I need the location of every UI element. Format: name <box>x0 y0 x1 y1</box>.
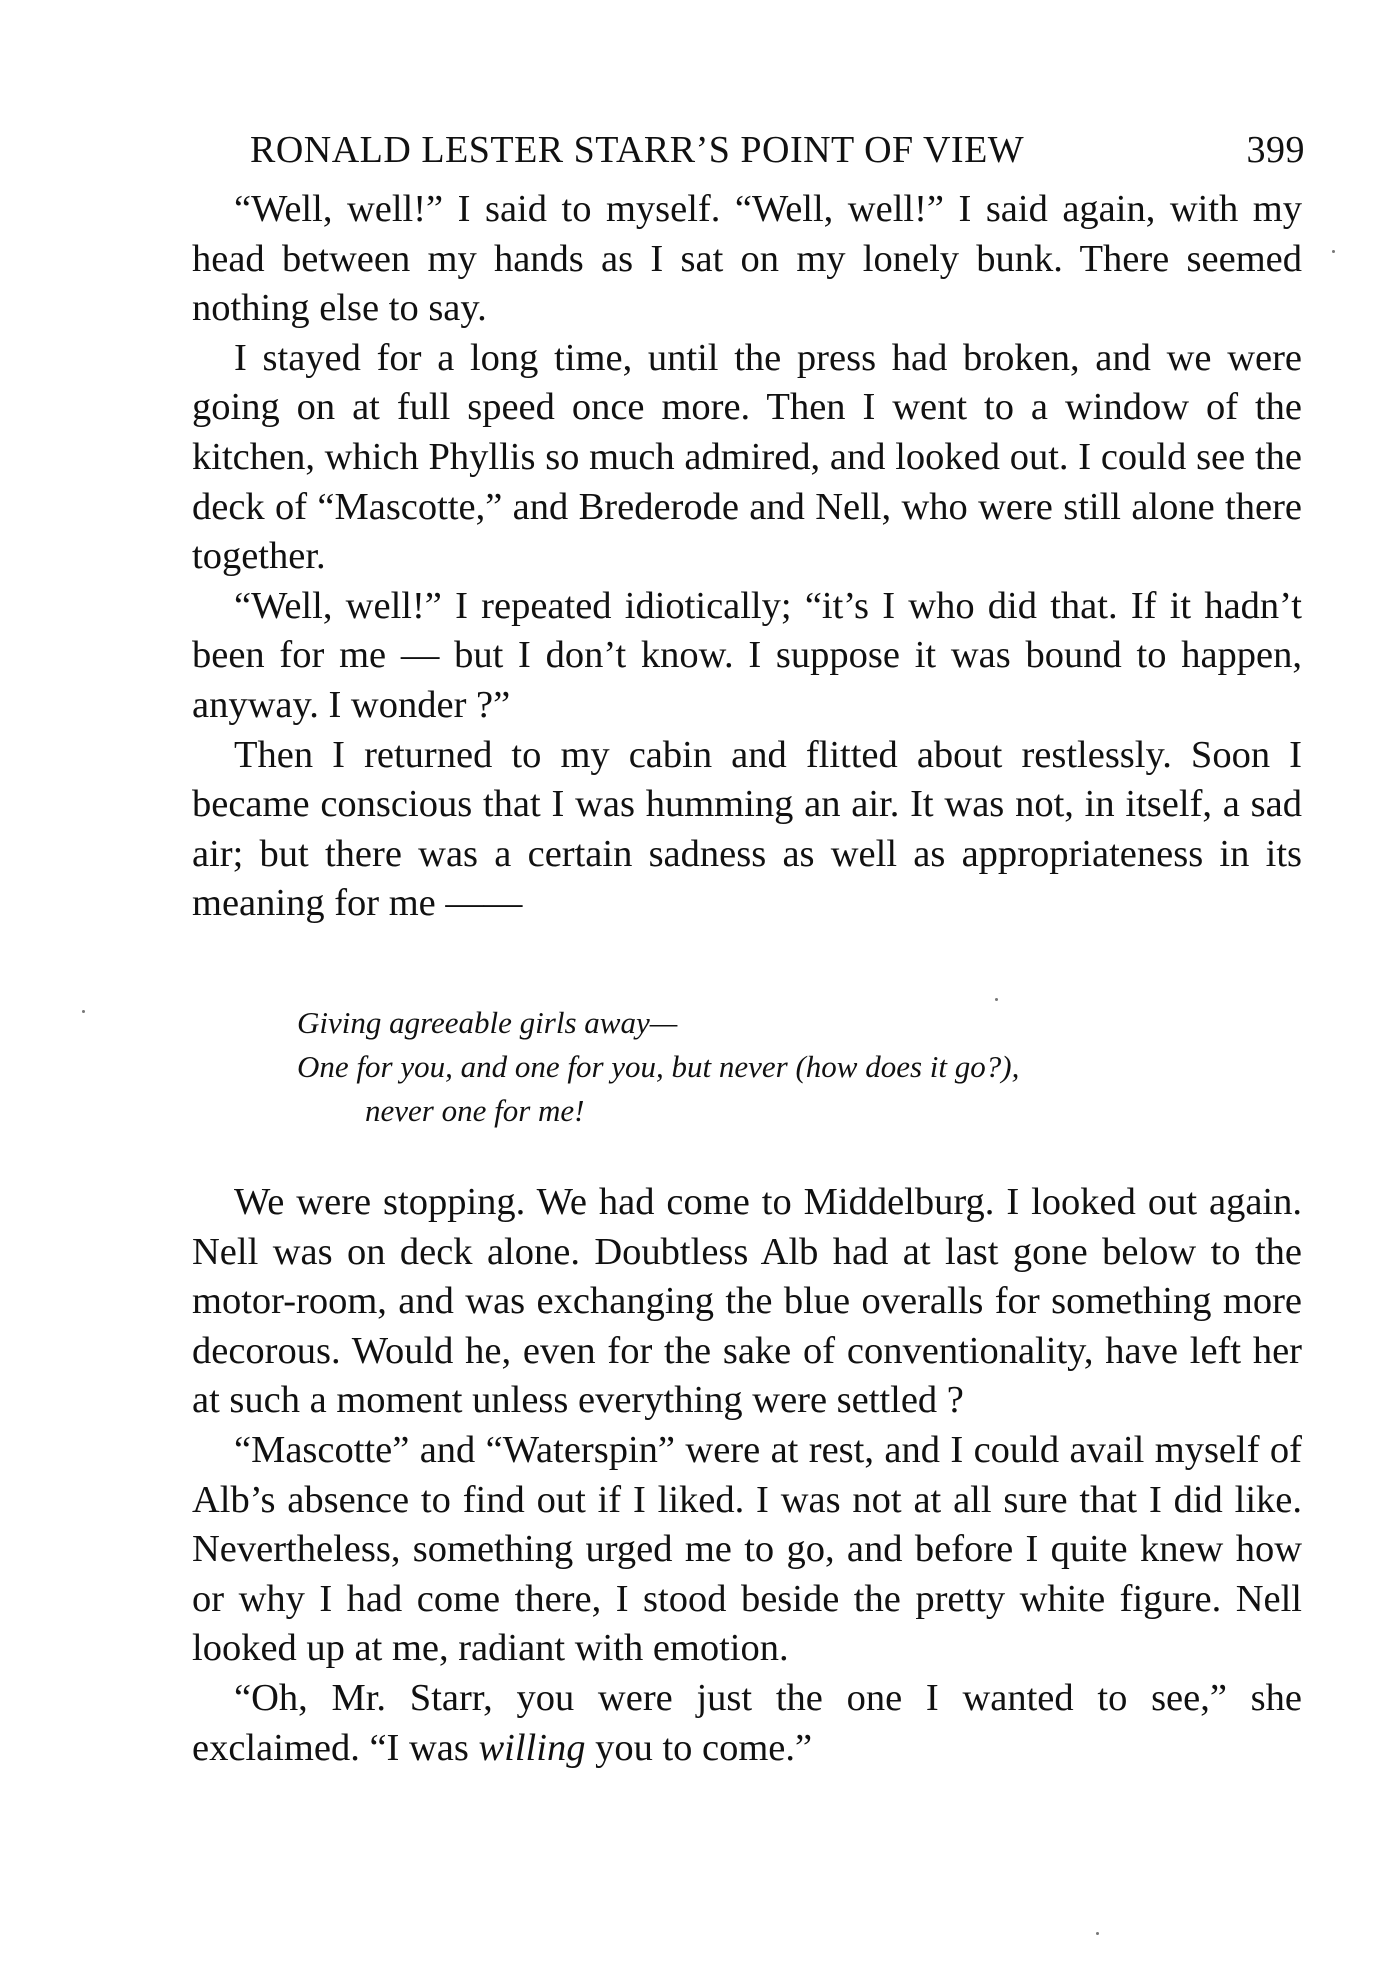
emphasized-word: willing <box>478 1726 586 1769</box>
page-number: 399 <box>1246 129 1305 171</box>
text-block-after-verse <box>192 1178 1302 1773</box>
page-header <box>250 128 1305 178</box>
paper-speck <box>995 998 998 1001</box>
paragraph: We were stopping. We had come to Middelburg. I looked out again. Nell was on deck alone. Doubtless Alb had at last gone below to the motor-room, and was exchanging the blue overalls for something more decorous. Would he, even for the sake of conventionality, have left her at such a moment unless everything were settled ? <box>192 1181 1302 1422</box>
verse-line: never one for me! <box>365 1093 585 1128</box>
paragraph: “Well, well!” I said to myself. “Well, well!” I said again, with my head between my hands as I sat on my lonely bunk. There seemed nothing else to say. <box>192 188 1302 330</box>
verse-line: One for you, and one for you, but never (how does it go?), <box>297 1049 1020 1084</box>
paragraph: Then I returned to my cabin and flitted about restlessly. Soon I became conscious that I was humming an air. It was not, in itself, a sad air; but there was a certain sadness as well as appropriateness in its meaning for me —— <box>192 733 1302 925</box>
paragraph: “Mascotte” and “Waterspin” were at rest, and I could avail myself of Alb’s absence to find out if I liked. I was not at all sure that I did like. Nevertheless, something urged me to go, and before I quite knew how or why I had come there, I stood beside the pretty white figure. Nell looked up at me, radiant with emotion. <box>192 1428 1302 1670</box>
paragraph-text: you to come.” <box>585 1726 813 1769</box>
running-head: RONALD LESTER STARR’S POINT OF VIEW <box>250 129 1025 171</box>
paragraph-last <box>192 1674 1302 1773</box>
paper-speck <box>1096 1932 1099 1935</box>
text-block-before-verse <box>192 185 1302 929</box>
paper-speck <box>82 1010 85 1013</box>
paper-speck <box>1332 250 1335 253</box>
verse-line: Giving agreeable girls away— <box>297 1005 678 1040</box>
verse-block <box>297 1001 1297 1133</box>
paragraph: I stayed for a long time, until the press had broken, and we were going on at full speed once more. Then I went to a window of the kitchen, which Phyllis so much admired, and looked out. I could see the deck of “Mascotte,” and Brederode and Nell, who were still alone there together. <box>192 336 1302 578</box>
paragraph: “Well, well!” I repeated idiotically; “it’s I who did that. If it hadn’t been for me — but I don’t know. I suppose it was bound to happen, anyway. I wonder ?” <box>192 584 1302 726</box>
paragraph-text: “Oh, Mr. Starr, you were just the one I wanted to see,” she exclaimed. “I was <box>192 1676 1302 1769</box>
